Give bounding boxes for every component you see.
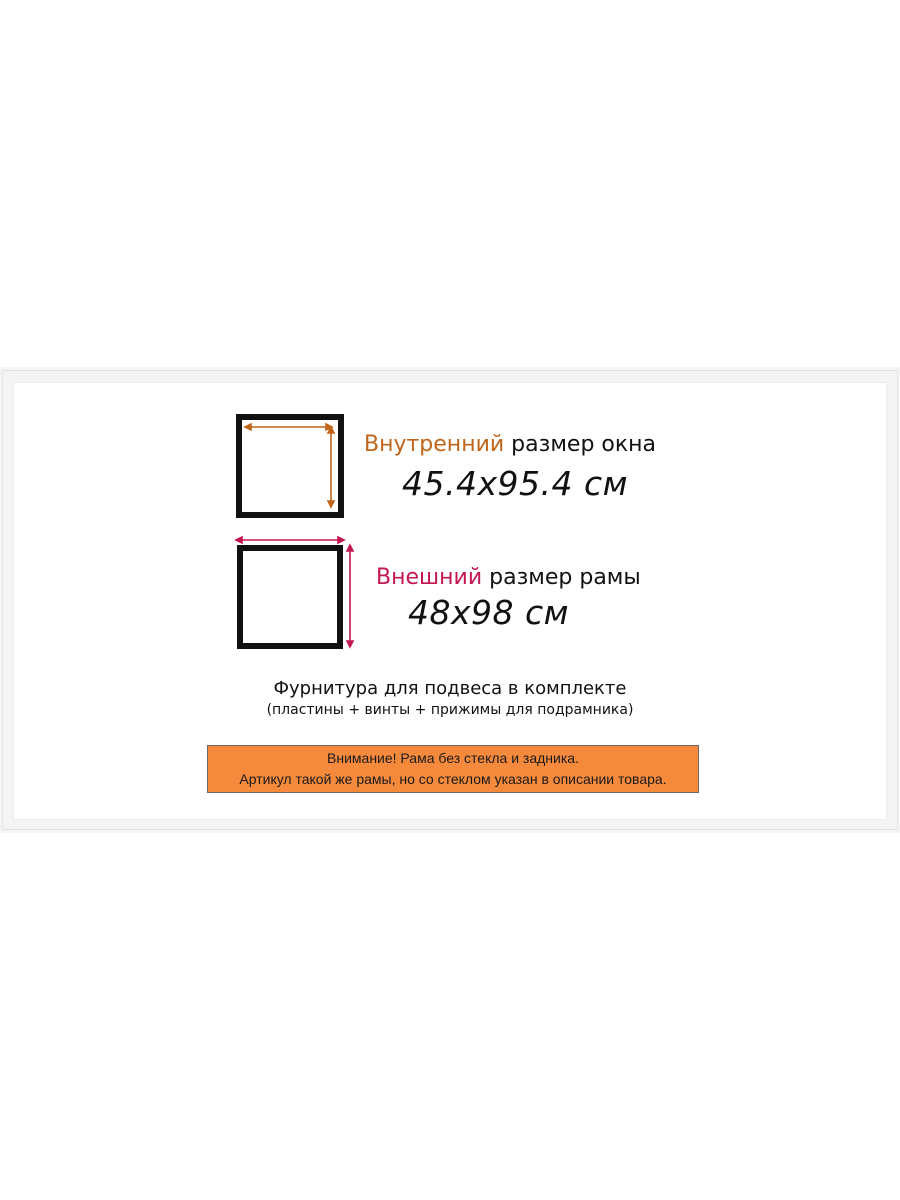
notice-line-2: Артикул такой же рамы, но со стеклом указан в описании товара. xyxy=(239,771,667,787)
inner-size-value: 45.4x95.4 см xyxy=(402,464,629,503)
warning-notice xyxy=(207,745,699,793)
outer-size-value: 48x98 см xyxy=(408,593,570,632)
inner-size-label xyxy=(364,432,656,457)
outer-label-rest: размер рамы xyxy=(482,565,641,590)
outer-accent-word: Внешний xyxy=(376,565,483,590)
inner-label-rest: размер окна xyxy=(504,432,657,457)
inner-accent-word: Внутренний xyxy=(364,432,505,457)
hardware-title: Фурнитура для подвеса в комплекте xyxy=(273,678,627,699)
hardware-subtitle: (пластины + винты + прижимы для подрамника) xyxy=(266,702,634,718)
outer-size-label xyxy=(376,565,641,590)
notice-line-1: Внимание! Рама без стекла и задника. xyxy=(327,750,579,766)
outer-size-frame-icon xyxy=(232,532,358,652)
inner-size-frame-icon xyxy=(234,412,346,520)
